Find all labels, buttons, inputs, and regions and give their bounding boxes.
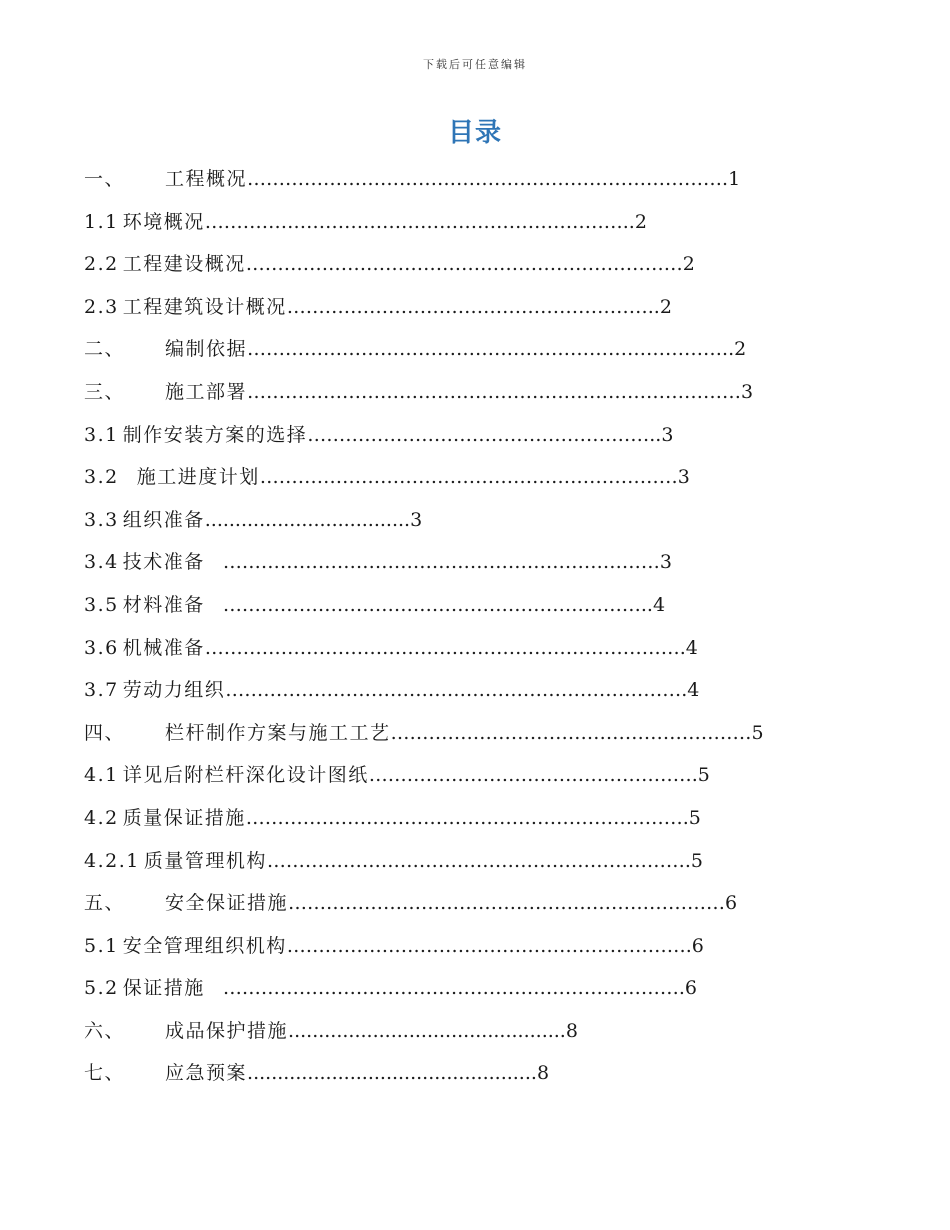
toc-entry[interactable] [84,840,874,883]
toc-entry[interactable] [84,201,874,244]
toc-entry-leader: .................................. [204,508,411,531]
toc-entry-number: 1.1 [84,210,119,233]
toc-entry-number: 四、 [84,721,126,744]
toc-entry-number: 4.2 [84,806,119,829]
toc-entry[interactable] [84,158,874,201]
toc-entry-number: 3.6 [84,636,119,659]
toc-entry[interactable] [84,456,874,499]
toc-entry[interactable] [84,754,874,797]
toc-entry-number: 三、 [84,380,126,403]
toc-entry-number: 3.3 [84,508,119,531]
toc-entry-leader: ……………………………………………….. [307,423,662,446]
toc-entry[interactable] [84,1010,874,1053]
toc-entry-text: 施工部署 [165,380,248,403]
toc-entry-page: 5 [690,849,705,872]
toc-entry-number: 3.4 [84,551,119,574]
toc-entry-text: 工程概况 [165,168,248,190]
toc-entry-text: 工程建设概况 [122,253,246,276]
toc-entry-leader: …………………………………………………………………. [247,168,729,190]
toc-entry-leader: ………………………………………………………….. [204,593,653,616]
toc-entry[interactable] [84,797,874,840]
toc-entry-leader: …………………………………………………………. [266,849,691,872]
toc-entry-text: 质量保证措施 [122,806,246,829]
toc-entry-number: 5.2 [84,977,119,1000]
toc-entry-text: 组织准备 [122,508,205,531]
toc-entry-number: 3.1 [84,423,119,446]
toc-entry-page: 5 [751,721,766,744]
toc-entry-text: 应急预案 [165,1062,248,1085]
page-title: 目录 [447,118,502,148]
toc-entry-text: 详见后附栏杆深化设计图纸 [122,764,369,787]
toc-entry[interactable] [84,499,874,542]
toc-entry[interactable] [84,371,874,414]
toc-entry-leader: ………………………………………………………………. [204,977,685,1000]
toc-entry[interactable] [84,243,874,286]
toc-entry-number: 五、 [84,892,126,915]
toc-entry-text: 环境概况 [122,210,205,233]
toc-entry-leader: …………………………………………………………………… [247,380,742,403]
toc-entry-number: 3.2 [84,466,119,489]
toc-entry-leader: ………………………………………………………….. [204,210,635,233]
toc-entry-text: 保证措施 [122,977,205,1000]
toc-entry-number: 3.7 [84,679,119,702]
toc-entry-number: 4.1 [84,764,119,787]
toc-entry[interactable] [84,967,874,1010]
toc-entry-page: 5 [688,806,703,829]
toc-entry-text: 材料准备 [122,593,205,616]
toc-entry-page: 3 [661,423,675,446]
toc-entry-text: 安全保证措施 [165,892,289,915]
toc-entry-page: 2 [734,338,748,361]
toc-entry-text: 编制依据 [165,338,248,361]
toc-entry-text: 施工进度计划 [136,466,260,489]
toc-entry[interactable] [84,414,874,457]
toc-entry-page: 3 [659,551,674,574]
toc-entry-number: 3.5 [84,593,119,616]
toc-entry-leader: ……………………………………………. [368,764,698,787]
toc-entry[interactable] [84,712,874,755]
toc-entry-leader: ………………………………………………………………. [225,679,688,702]
toc-entry-page: 6 [725,892,739,915]
toc-entry[interactable] [84,1052,874,1095]
toc-entry-text: 成品保护措施 [165,1019,289,1042]
toc-entry-leader: ................................................ [247,1062,537,1085]
toc-entry-text: 质量管理机构 [143,849,267,872]
toc-entry-page: 8 [536,1062,551,1085]
toc-entry-text: 栏杆制作方案与施工工艺 [165,721,391,744]
toc-entry-page: 2 [659,295,674,318]
toc-entry-page: 4 [687,679,701,702]
toc-entry-text: 制作安装方案的选择 [122,423,308,446]
toc-entry-number: 5.1 [84,934,119,957]
toc-entry[interactable] [84,882,874,925]
toc-entry[interactable] [84,627,874,670]
toc-entry-number: 2.3 [84,295,119,318]
toc-entry[interactable] [84,584,874,627]
toc-entry-page: 6 [684,977,699,1000]
toc-entry-page: 4 [652,593,667,616]
toc-entry-number: 七、 [84,1062,126,1085]
toc-entry-page: 8 [565,1019,580,1042]
toc-entry-text: 技术准备 [122,551,205,574]
toc-entry-page: 3 [410,508,424,531]
toc-entry-page: 2 [634,210,649,233]
toc-entry-leader: …………………………………………………………… [245,253,683,276]
toc-entry-number: 一、 [84,168,126,190]
toc-entry-leader: .............................................. [288,1019,566,1042]
toc-entry-leader: …………………………………………………………………. [204,636,686,659]
toc-entry-leader: ………………………………………………………. [286,934,692,957]
toc-entry[interactable] [84,286,874,329]
toc-entry-leader: ………………………………………………….. [286,295,660,318]
toc-entry[interactable] [84,669,874,712]
toc-entry-page: 4 [685,636,700,659]
toc-entry-page: 1 [728,168,742,190]
toc-entry-page: 2 [682,253,697,276]
toc-entry-leader: ……………………………………………………………. [245,806,689,829]
toc-entry-text: 工程建筑设计概况 [122,295,287,318]
toc-entry-leader: ………………………………………………… [390,721,752,744]
toc-entry-page: 3 [741,380,755,403]
toc-entry[interactable] [84,328,874,371]
toc-entry-leader: ………………………………………………………………….. [247,338,735,361]
toc-entry-leader: …………………………………………………………… [204,551,660,574]
toc-entry-number: 2.2 [84,253,119,276]
toc-entry-page: 5 [697,764,712,787]
toc-entry[interactable] [84,541,874,584]
toc-entry-leader: ………………………………………………………… [259,466,678,489]
toc-entry-page: 3 [677,466,692,489]
toc-entry-text: 机械准备 [122,636,205,659]
toc-entry-number: 二、 [84,338,126,361]
toc-entry-number: 4.2.1 [84,849,140,872]
toc-entry-number: 六、 [84,1019,126,1042]
toc-entry-text: 安全管理组织机构 [122,934,287,957]
toc-entry[interactable] [84,925,874,968]
toc-entry-page: 6 [691,934,706,957]
table-of-contents [84,158,874,1095]
toc-entry-text: 劳动力组织 [122,679,226,702]
toc-entry-leader: …………………………………………………………… [288,892,726,915]
header-note: 下载后可任意编辑 [423,58,527,71]
